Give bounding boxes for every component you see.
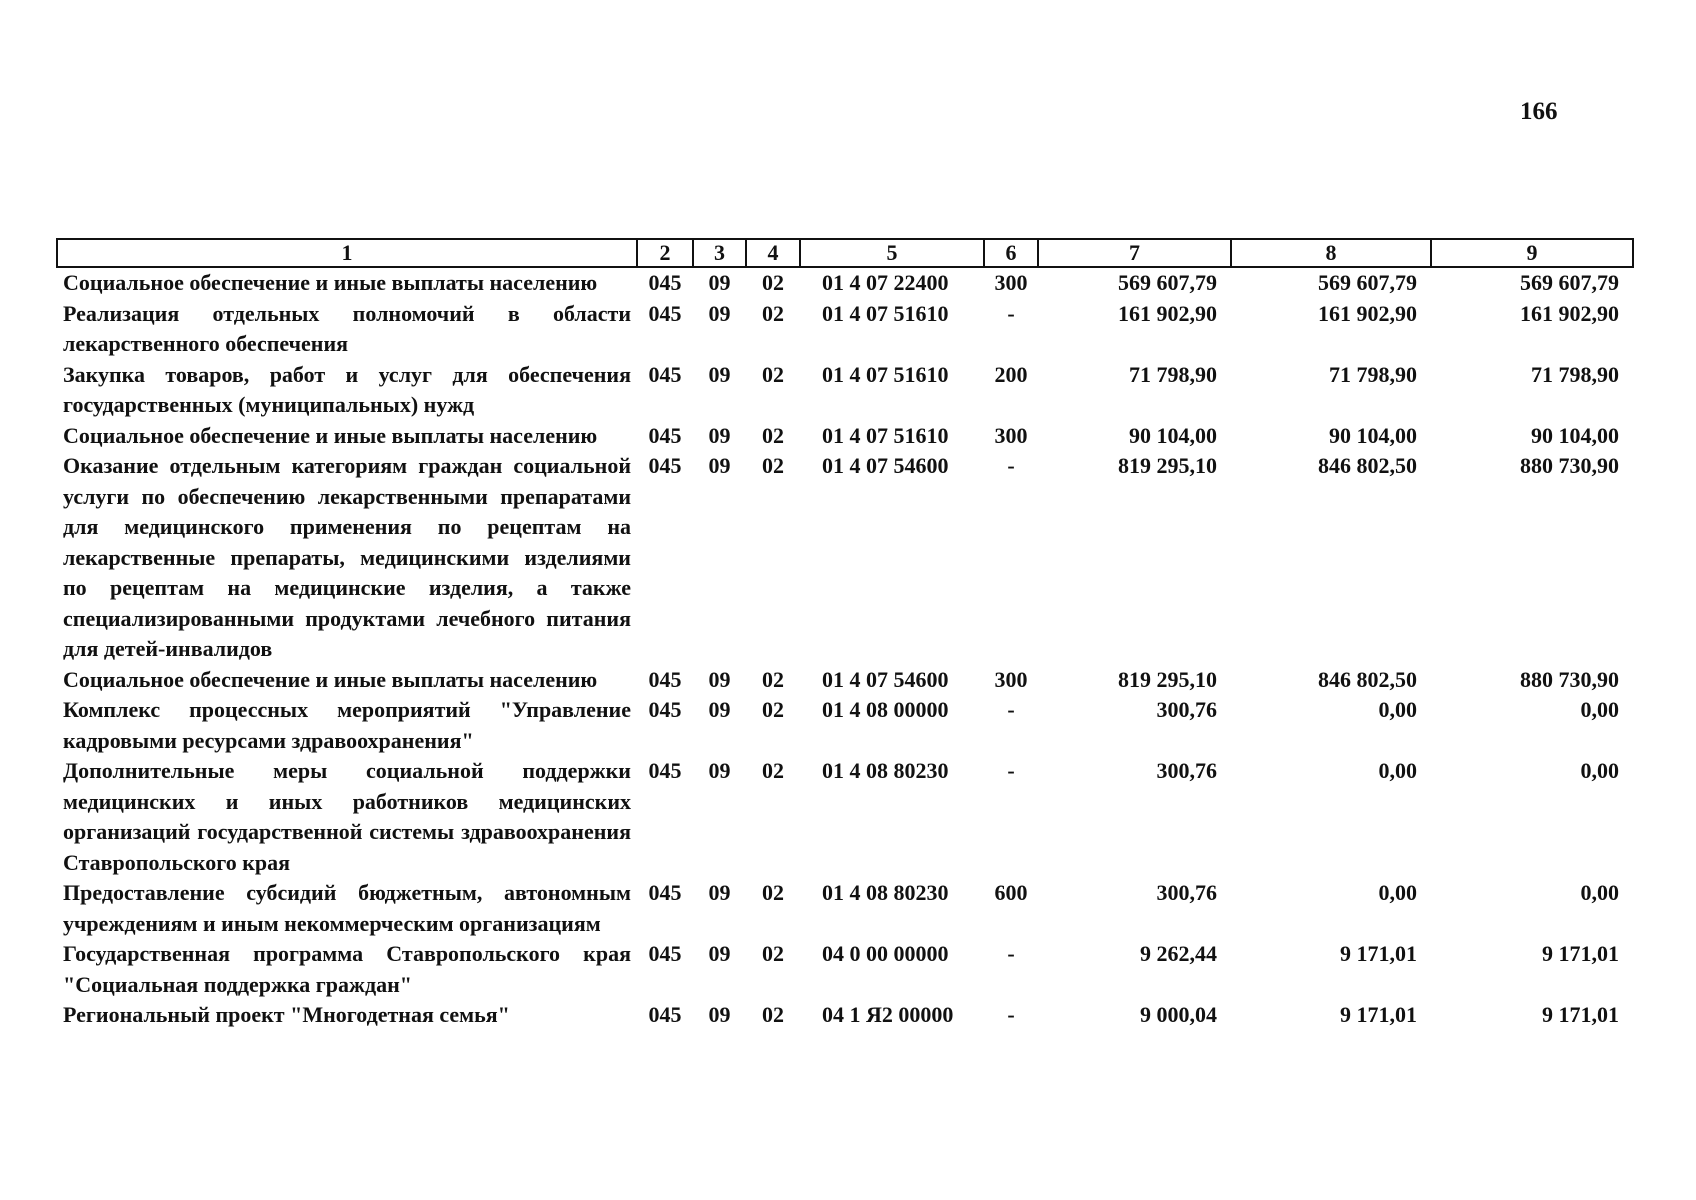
row-amount-col8: 9 171,01 [1340,1002,1417,1027]
page-number: 166 [1520,98,1558,125]
column-header-7: 7 [1038,239,1231,267]
row-name: Государственная программа Ставропольского края "Социальная поддержка граждан" [63,941,631,997]
row-expense-type: 300 [994,270,1028,295]
row-amount-col8: 0,00 [1378,880,1417,905]
row-amount-col9: 0,00 [1580,697,1619,722]
row-expense-type: 600 [994,880,1028,905]
row-subsection-code: 02 [762,270,784,295]
table-row [57,1000,1633,1031]
row-ministry-code: 045 [648,758,682,783]
row-ministry-code: 045 [648,697,682,722]
row-ministry-code: 045 [648,941,682,966]
row-target-code: 01 4 07 54600 [822,453,949,478]
row-amount-col7: 9 262,44 [1140,941,1217,966]
column-number-header-row [57,239,1633,267]
row-name: Комплекс процессных мероприятий "Управление кадровыми ресурсами здравоохранения" [63,697,631,753]
row-amount-col9: 0,00 [1580,880,1619,905]
row-amount-col8: 846 802,50 [1318,666,1417,692]
row-target-code: 01 4 07 51610 [822,300,949,326]
row-amount-col8: 569 607,79 [1318,270,1417,295]
row-amount-col7: 90 104,00 [1129,422,1217,448]
row-amount-col7: 569 607,79 [1118,270,1217,295]
row-amount-col9: 9 171,01 [1542,1002,1619,1027]
row-amount-col7: 819 295,10 [1118,666,1217,692]
row-ministry-code: 045 [648,422,682,448]
table-row [57,756,1633,878]
row-target-code: 04 0 00 00000 [822,941,949,966]
row-name: Оказание отдельным категориям граждан социальной услуги по обеспечению лекарственными препаратами для медицинского применения по рецептам на лекарственные препараты, медицинскими изделиями по рецептам на медицинские изделия, а также специализированными продуктами лечебного питания для детей-инвалидов [63,453,631,661]
row-name: Социальное обеспечение и иные выплаты населению [63,270,598,295]
row-name: Дополнительные меры социальной поддержки медицинских и иных работников медицинских организаций государственной системы здравоохранения Ставропольского края [63,758,631,875]
row-name: Предоставление субсидий бюджетным, автономным учреждениям и иным некоммерческим организациям [63,880,631,936]
row-section-code: 09 [708,300,731,326]
row-amount-col8: 0,00 [1378,758,1417,783]
row-target-code: 01 4 07 51610 [822,361,949,387]
column-header-1: 1 [57,239,637,267]
row-amount-col9: 880 730,90 [1520,453,1619,478]
row-subsection-code: 02 [762,697,784,722]
table-row [57,421,1633,452]
row-expense-type: - [1007,300,1015,326]
row-amount-col7: 9 000,04 [1140,1002,1217,1027]
column-header-8: 8 [1231,239,1431,267]
column-header-2: 2 [637,239,693,267]
row-subsection-code: 02 [762,941,784,966]
row-target-code: 04 1 Я2 00000 [822,1002,954,1027]
column-header-4: 4 [746,239,800,267]
row-subsection-code: 02 [762,300,784,326]
column-header-6: 6 [984,239,1038,267]
row-name: Закупка товаров, работ и услуг для обеспечения государственных (муниципальных) нужд [63,361,631,417]
row-target-code: 01 4 07 22400 [822,270,949,295]
row-amount-col8: 71 798,90 [1329,361,1417,387]
row-target-code: 01 4 07 54600 [822,666,949,692]
table-row [57,939,1633,1000]
row-amount-col7: 300,76 [1156,758,1217,783]
row-amount-col8: 846 802,50 [1318,453,1417,478]
table-row [57,267,1633,299]
row-amount-col9: 569 607,79 [1520,270,1619,295]
table-row [57,451,1633,665]
row-subsection-code: 02 [762,453,784,478]
row-amount-col9: 161 902,90 [1520,300,1619,326]
row-expense-type: 200 [994,361,1028,387]
row-amount-col7: 71 798,90 [1129,361,1217,387]
row-section-code: 09 [708,1002,731,1027]
row-expense-type: - [1007,758,1015,783]
row-section-code: 09 [708,361,731,387]
row-ministry-code: 045 [648,880,682,905]
row-ministry-code: 045 [648,1002,682,1027]
row-ministry-code: 045 [648,453,682,478]
row-amount-col9: 880 730,90 [1520,666,1619,692]
row-name: Реализация отдельных полномочий в области лекарственного обеспечения [63,300,631,356]
column-header-3: 3 [693,239,746,267]
row-ministry-code: 045 [648,270,682,295]
row-ministry-code: 045 [648,300,682,326]
row-subsection-code: 02 [762,361,784,387]
row-expense-type: - [1007,697,1015,722]
row-section-code: 09 [708,758,731,783]
table-row [57,878,1633,939]
row-target-code: 01 4 07 51610 [822,422,949,448]
table-row [57,299,1633,360]
row-section-code: 09 [708,941,731,966]
row-amount-col8: 0,00 [1378,697,1417,722]
table-row [57,665,1633,696]
row-amount-col8: 161 902,90 [1318,300,1417,326]
row-amount-col8: 90 104,00 [1329,422,1417,448]
row-expense-type: - [1007,941,1015,966]
row-target-code: 01 4 08 80230 [822,880,949,905]
row-subsection-code: 02 [762,758,784,783]
row-amount-col9: 90 104,00 [1531,422,1619,448]
row-section-code: 09 [708,666,731,692]
row-section-code: 09 [708,453,731,478]
row-amount-col8: 9 171,01 [1340,941,1417,966]
row-expense-type: - [1007,453,1015,478]
row-amount-col7: 161 902,90 [1118,300,1217,326]
column-header-5: 5 [800,239,984,267]
row-section-code: 09 [708,697,731,722]
row-expense-type: 300 [994,666,1028,692]
row-name: Социальное обеспечение и иные выплаты населению [63,422,598,448]
column-header-9: 9 [1431,239,1633,267]
table-row [57,360,1633,421]
row-amount-col9: 0,00 [1580,758,1619,783]
row-subsection-code: 02 [762,666,784,692]
row-name: Региональный проект "Многодетная семья" [63,1002,510,1027]
row-section-code: 09 [708,422,731,448]
row-name: Социальное обеспечение и иные выплаты населению [63,666,598,692]
row-subsection-code: 02 [762,422,784,448]
row-section-code: 09 [708,270,731,295]
row-amount-col7: 300,76 [1156,697,1217,722]
row-section-code: 09 [708,880,731,905]
row-expense-type: - [1007,1002,1015,1027]
row-ministry-code: 045 [648,666,682,692]
row-amount-col7: 300,76 [1156,880,1217,905]
row-amount-col9: 9 171,01 [1542,941,1619,966]
budget-table [56,238,1634,1031]
row-target-code: 01 4 08 80230 [822,758,949,783]
row-amount-col7: 819 295,10 [1118,453,1217,478]
row-amount-col9: 71 798,90 [1531,361,1619,387]
row-subsection-code: 02 [762,1002,784,1027]
row-target-code: 01 4 08 00000 [822,697,949,722]
row-subsection-code: 02 [762,880,784,905]
row-ministry-code: 045 [648,361,682,387]
table-row [57,695,1633,756]
row-expense-type: 300 [994,422,1028,448]
